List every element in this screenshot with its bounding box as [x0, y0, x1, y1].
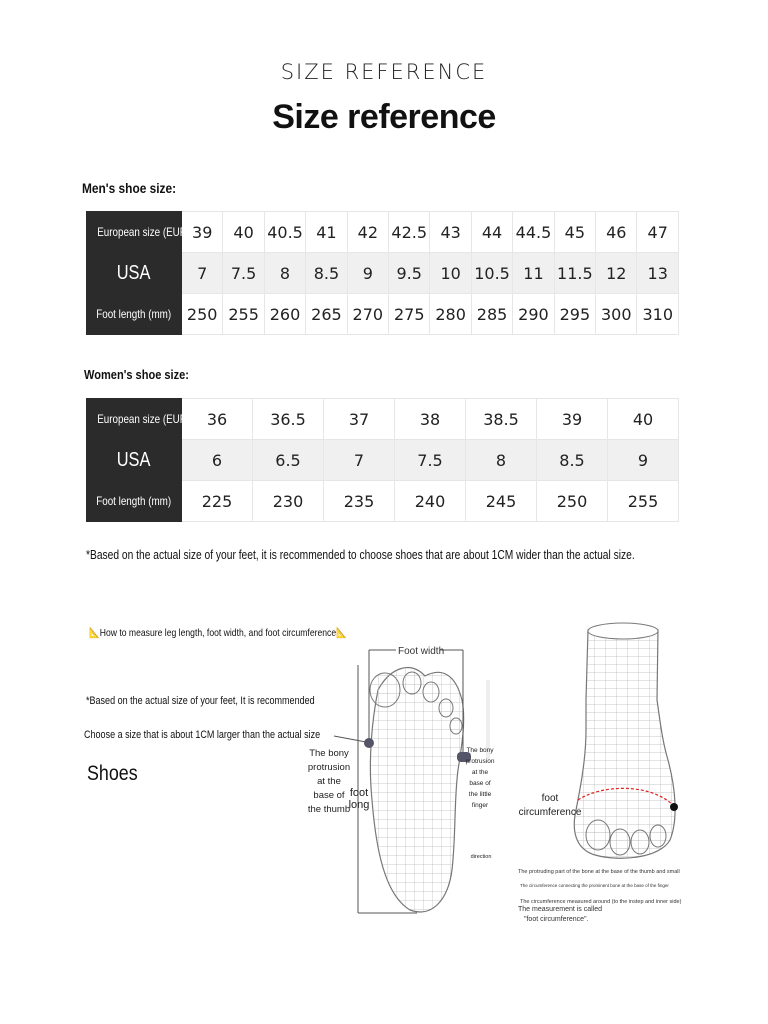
men-cell: 8.5 — [306, 253, 347, 294]
women-row-label: European size (EUR) — [87, 399, 182, 440]
how-to-measure-heading: 📐How to measure leg length, foot width, and foot circumference📐 — [89, 627, 347, 639]
men-cell: 300 — [596, 294, 637, 335]
women-row-label: USA — [87, 440, 182, 481]
men-cell: 47 — [637, 212, 679, 253]
women-cell: 240 — [395, 481, 466, 522]
women-cell: 9 — [608, 440, 679, 481]
women-cell: 230 — [253, 481, 324, 522]
women-cell: 245 — [466, 481, 537, 522]
men-cell: 13 — [637, 253, 679, 294]
direction-label: direction — [470, 854, 492, 860]
circumference-marker — [670, 803, 678, 811]
sizing-note: *Based on the actual size of your feet, it is recommended to choose shoes that are about 1CM wider than the actual size. — [86, 548, 635, 562]
caption-2: The circumference connecting the prominent bone at the base of the finger — [520, 883, 669, 888]
foot-width-label: Foot width — [398, 646, 445, 657]
men-cell: 310 — [637, 294, 679, 335]
men-cell: 9.5 — [389, 253, 430, 294]
caption-4: The measurement is called — [518, 906, 603, 913]
men-cell: 8 — [264, 253, 305, 294]
men-cell: 42.5 — [389, 212, 430, 253]
men-cell: 260 — [264, 294, 305, 335]
women-cell: 8.5 — [537, 440, 608, 481]
women-cell: 38 — [395, 399, 466, 440]
women-cell: 7.5 — [395, 440, 466, 481]
men-cell: 250 — [182, 294, 223, 335]
men-cell: 10 — [430, 253, 471, 294]
foot-side-illustration — [574, 623, 678, 858]
men-cell: 11 — [513, 253, 554, 294]
men-cell: 270 — [347, 294, 388, 335]
women-cell: 6 — [182, 440, 253, 481]
men-row-label: USA — [87, 253, 182, 294]
page-kicker: SIZE REFERENCE — [280, 60, 488, 84]
men-cell: 12 — [596, 253, 637, 294]
bony-left-5: the thumb — [307, 804, 351, 815]
women-cell: 235 — [324, 481, 395, 522]
men-row-label: Foot length (mm) — [87, 294, 182, 335]
women-row-label: Foot length (mm) — [87, 481, 182, 522]
women-cell: 250 — [537, 481, 608, 522]
bony-right-3: at the — [471, 769, 489, 776]
women-cell: 37 — [324, 399, 395, 440]
bony-right-5: the little — [468, 791, 492, 798]
foot-sole-illustration — [370, 668, 464, 912]
foot-long-1: foot — [349, 787, 369, 799]
women-cell: 40 — [608, 399, 679, 440]
women-cell: 36 — [182, 399, 253, 440]
page-title: Size reference — [272, 98, 496, 136]
caption-1: The protruding part of the bone at the base of the thumb and small — [518, 869, 680, 875]
men-cell: 280 — [430, 294, 471, 335]
foot-long-2: long — [348, 799, 370, 811]
caption-3: The circumference measured around (to the instep and inner side) — [520, 899, 682, 905]
women-cell: 38.5 — [466, 399, 537, 440]
men-cell: 46 — [596, 212, 637, 253]
measure-note-line1: *Based on the actual size of your feet, It is recommended — [86, 695, 315, 707]
men-cell: 7.5 — [223, 253, 264, 294]
men-cell: 45 — [554, 212, 595, 253]
men-cell: 44.5 — [513, 212, 554, 253]
men-cell: 40 — [223, 212, 264, 253]
men-cell: 255 — [223, 294, 264, 335]
men-cell: 39 — [182, 212, 223, 253]
bony-left-1: The bony — [309, 748, 349, 759]
measure-note-line2: Choose a size that is about 1CM larger than the actual size — [84, 729, 321, 741]
bony-right-4: base of — [469, 780, 491, 787]
men-cell: 44 — [471, 212, 512, 253]
men-cell: 295 — [554, 294, 595, 335]
men-cell: 41 — [306, 212, 347, 253]
men-cell: 7 — [182, 253, 223, 294]
foot-circ-2: circumference — [518, 807, 582, 818]
bony-right-1: The bony — [466, 747, 494, 754]
thumb-bone-marker — [364, 738, 374, 748]
men-row-label: European size (EUR) — [87, 212, 182, 253]
bony-left-4: base of — [313, 790, 345, 801]
women-cell: 39 — [537, 399, 608, 440]
men-cell: 285 — [471, 294, 512, 335]
men-cell: 290 — [513, 294, 554, 335]
women-cell: 255 — [608, 481, 679, 522]
women-cell: 8 — [466, 440, 537, 481]
bony-right-6: finger — [471, 802, 489, 809]
bony-right-2: protrusion — [465, 758, 495, 765]
bony-left-2: protrusion — [307, 762, 351, 773]
foot-circ-1: foot — [541, 793, 559, 804]
caption-5: "foot circumference". — [524, 916, 589, 923]
women-cell: 36.5 — [253, 399, 324, 440]
shoes-heading: Shoes — [87, 762, 138, 785]
men-cell: 11.5 — [554, 253, 595, 294]
men-cell: 9 — [347, 253, 388, 294]
women-cell: 6.5 — [253, 440, 324, 481]
men-cell: 43 — [430, 212, 471, 253]
men-cell: 10.5 — [471, 253, 512, 294]
men-cell: 40.5 — [264, 212, 305, 253]
women-cell: 7 — [324, 440, 395, 481]
men-section-label: Men's shoe size: — [82, 180, 177, 196]
men-cell: 265 — [306, 294, 347, 335]
women-cell: 225 — [182, 481, 253, 522]
women-section-label: Women's shoe size: — [84, 367, 189, 382]
bony-left-3: at the — [317, 776, 341, 787]
men-cell: 275 — [389, 294, 430, 335]
men-cell: 42 — [347, 212, 388, 253]
